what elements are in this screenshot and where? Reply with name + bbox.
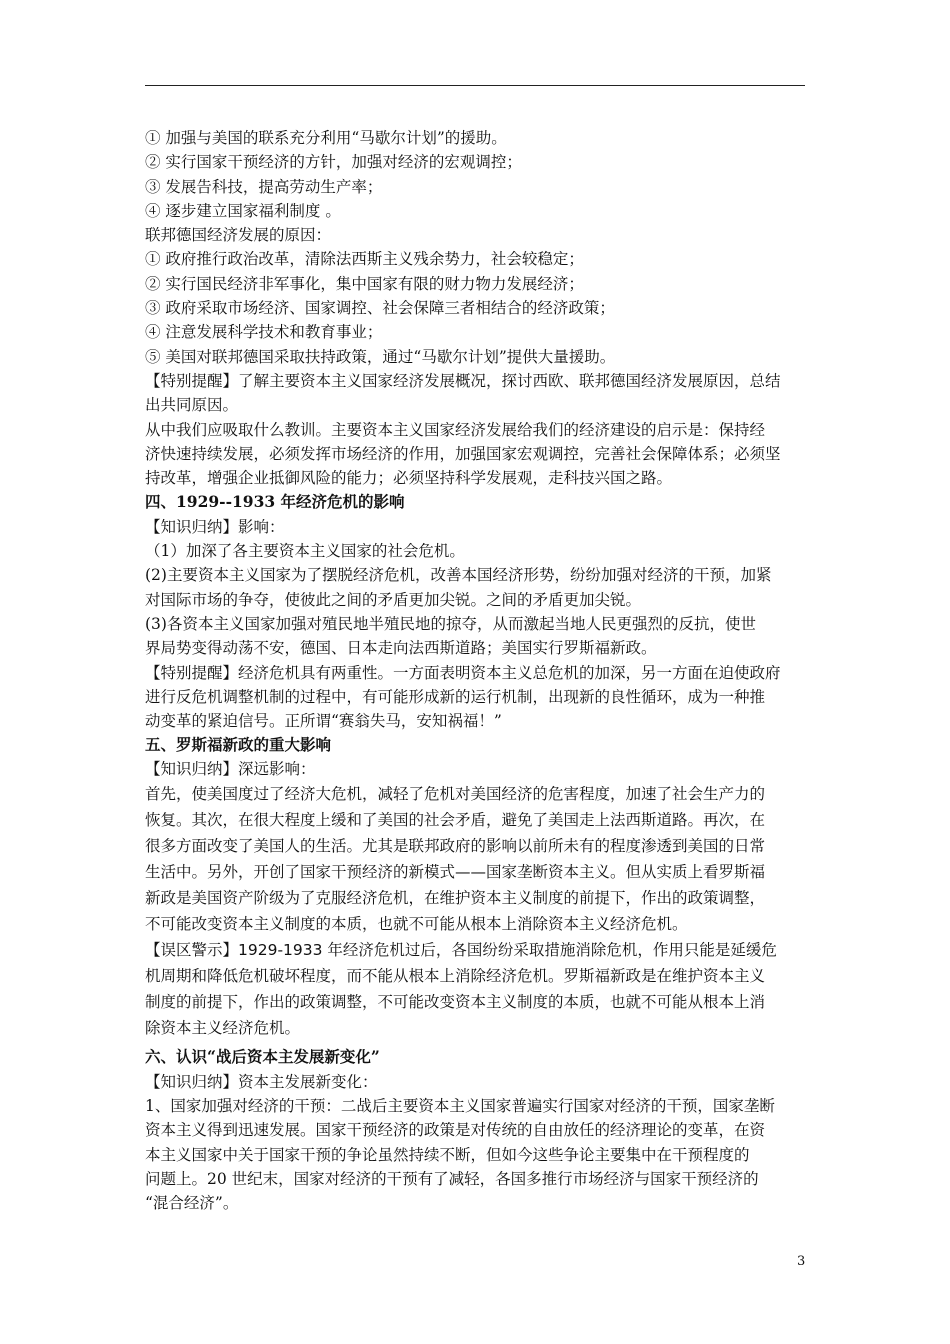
list-item: ④ 逐步建立国家福利制度 。 [145,201,341,220]
section-heading-4: 四、1929--1933 年经济危机的影响 [145,492,405,512]
paragraph-line: “混合经济”。 [145,1194,239,1213]
paragraph-line: (2)主要资本主义国家为了摆脱经济危机，改善本国经济形势，纷纷加强对经济的干预，加紧 [145,566,772,585]
paragraph-line: 【误区警示】1929-1933 年经济危机过后，各国纷纷采取措施消除危机，作用只能是延缓危 [145,941,777,960]
paragraph-line: 本主义国家中关于国家干预的争论虽然持续不断，但如今这些争论主要集中在干预程度的 [145,1145,750,1164]
list-item: ② 实行国家干预经济的方针，加强对经济的宏观调控； [145,153,522,172]
paragraph-line: 济快速持续发展，必须发挥市场经济的作用，加强国家宏观调控，完善社会保障体系；必须坚 [145,444,781,463]
paragraph-line: 【知识归纳】影响： [145,517,285,536]
paragraph-line: 进行反危机调整机制的过程中，有可能形成新的运行机制，出现新的良性循环，成为一种推 [145,687,766,706]
page-number: 3 [797,1254,806,1269]
paragraph-line: (3)各资本主义国家加强对殖民地半殖民地的掠夺，从而激起当地人民更强烈的反抗，使世 [145,614,756,633]
section-heading-6: 六、认识“战后资本主发展新变化” [145,1047,380,1067]
list-item: ⑤ 美国对联邦德国采取扶持政策，通过“马歇尔计划”提供大量援助。 [145,347,616,366]
paragraph-line: 机周期和降低危机破坏程度，而不能从根本上消除经济危机。罗斯福新政是在维护资本主义 [145,967,766,986]
paragraph-line: 1、国家加强对经济的干预：二战后主要资本主义国家普遍实行国家对经济的干预，国家垄断 [145,1097,775,1116]
paragraph-line: 新政是美国资产阶级为了克服经济危机，在维护资本主义制度的前提下，作出的政策调整， [145,889,766,908]
paragraph-line: 【特别提醒】经济危机具有两重性。一方面表明资本主义总危机的加深，另一方面在迫使政府 [145,663,781,682]
paragraph-line: 界局势变得动荡不安，德国、日本走向法西斯道路；美国实行罗斯福新政。 [145,639,657,658]
list-item: ④ 注意发展科学技术和教育事业； [145,323,383,342]
germany-reasons-title: 联邦德国经济发展的原因： [145,226,332,245]
paragraph-line: 恢复。其次，在很大程度上缓和了美国的社会矛盾，避免了美国走上法西斯道路。再次，在 [145,811,766,830]
paragraph-line: 制度的前提下，作出的政策调整，不可能改变资本主义制度的本质，也就不可能从根本上消 [145,993,766,1012]
paragraph-line: 很多方面改变了美国人的生活。尤其是联邦政府的影响以前所未有的程度渗透到美国的日常 [145,837,766,856]
section-heading-5: 五、罗斯福新政的重大影响 [145,736,332,755]
list-item: ① 政府推行政治改革，清除法西斯主义残余势力，社会较稳定； [145,250,584,269]
list-item: ① 加强与美国的联系充分利用“马歇尔计划”的援助。 [145,129,507,147]
paragraph-line: 资本主义得到迅速发展。国家干预经济的政策是对传统的自由放任的经济理论的变革，在资 [145,1121,766,1140]
paragraph-line: 【特别提醒】了解主要资本主义国家经济发展概况，探讨西欧、联邦德国经济发展原因，总结 [145,371,781,390]
paragraph-line: 出共同原因。 [145,396,239,415]
paragraph-line: 问题上。20 世纪末，国家对经济的干预有了减轻，各国多推行市场经济与国家干预经济的 [145,1169,759,1188]
paragraph-line: 【知识归纳】深远影响： [145,760,316,779]
paragraph-line: （1）加深了各主要资本主义国家的社会危机。 [145,542,465,561]
header-rule [145,85,805,86]
paragraph-line: 从中我们应吸取什么教训。主要资本主义国家经济发展给我们的经济建设的启示是：保持经 [145,420,766,439]
new-deal-block [145,781,813,1041]
document-body [145,126,813,1216]
paragraph-line: 对国际市场的争夺，使彼此之间的矛盾更加尖锐。之间的矛盾更加尖锐。 [145,590,642,609]
paragraph-line: 除资本主义经济危机。 [145,1019,301,1038]
paragraph-line: 【知识归纳】资本主发展新变化： [145,1072,378,1091]
paragraph-line: 不可能改变资本主义制度的本质，也就不可能从根本上消除资本主义经济危机。 [145,915,688,934]
paragraph-line: 首先，使美国度过了经济大危机，减轻了危机对美国经济的危害程度，加速了社会生产力的 [145,785,766,804]
list-item: ② 实行国民经济非军事化，集中国家有限的财力物力发展经济； [145,274,584,293]
list-item: ③ 发展告科技，提高劳动生产率； [145,177,383,196]
list-item: ③ 政府采取市场经济、国家调控、社会保障三者相结合的经济政策； [145,299,615,318]
paragraph-line: 动变革的紧迫信号。正所谓“赛翁失马，安知祸福！” [145,712,502,731]
paragraph-line: 持改革，增强企业抵御风险的能力；必须坚持科学发展观，走科技兴国之路。 [145,469,673,488]
paragraph-line: 生活中。另外，开创了国家干预经济的新模式——国家垄断资本主义。但从实质上看罗斯福 [145,863,766,882]
